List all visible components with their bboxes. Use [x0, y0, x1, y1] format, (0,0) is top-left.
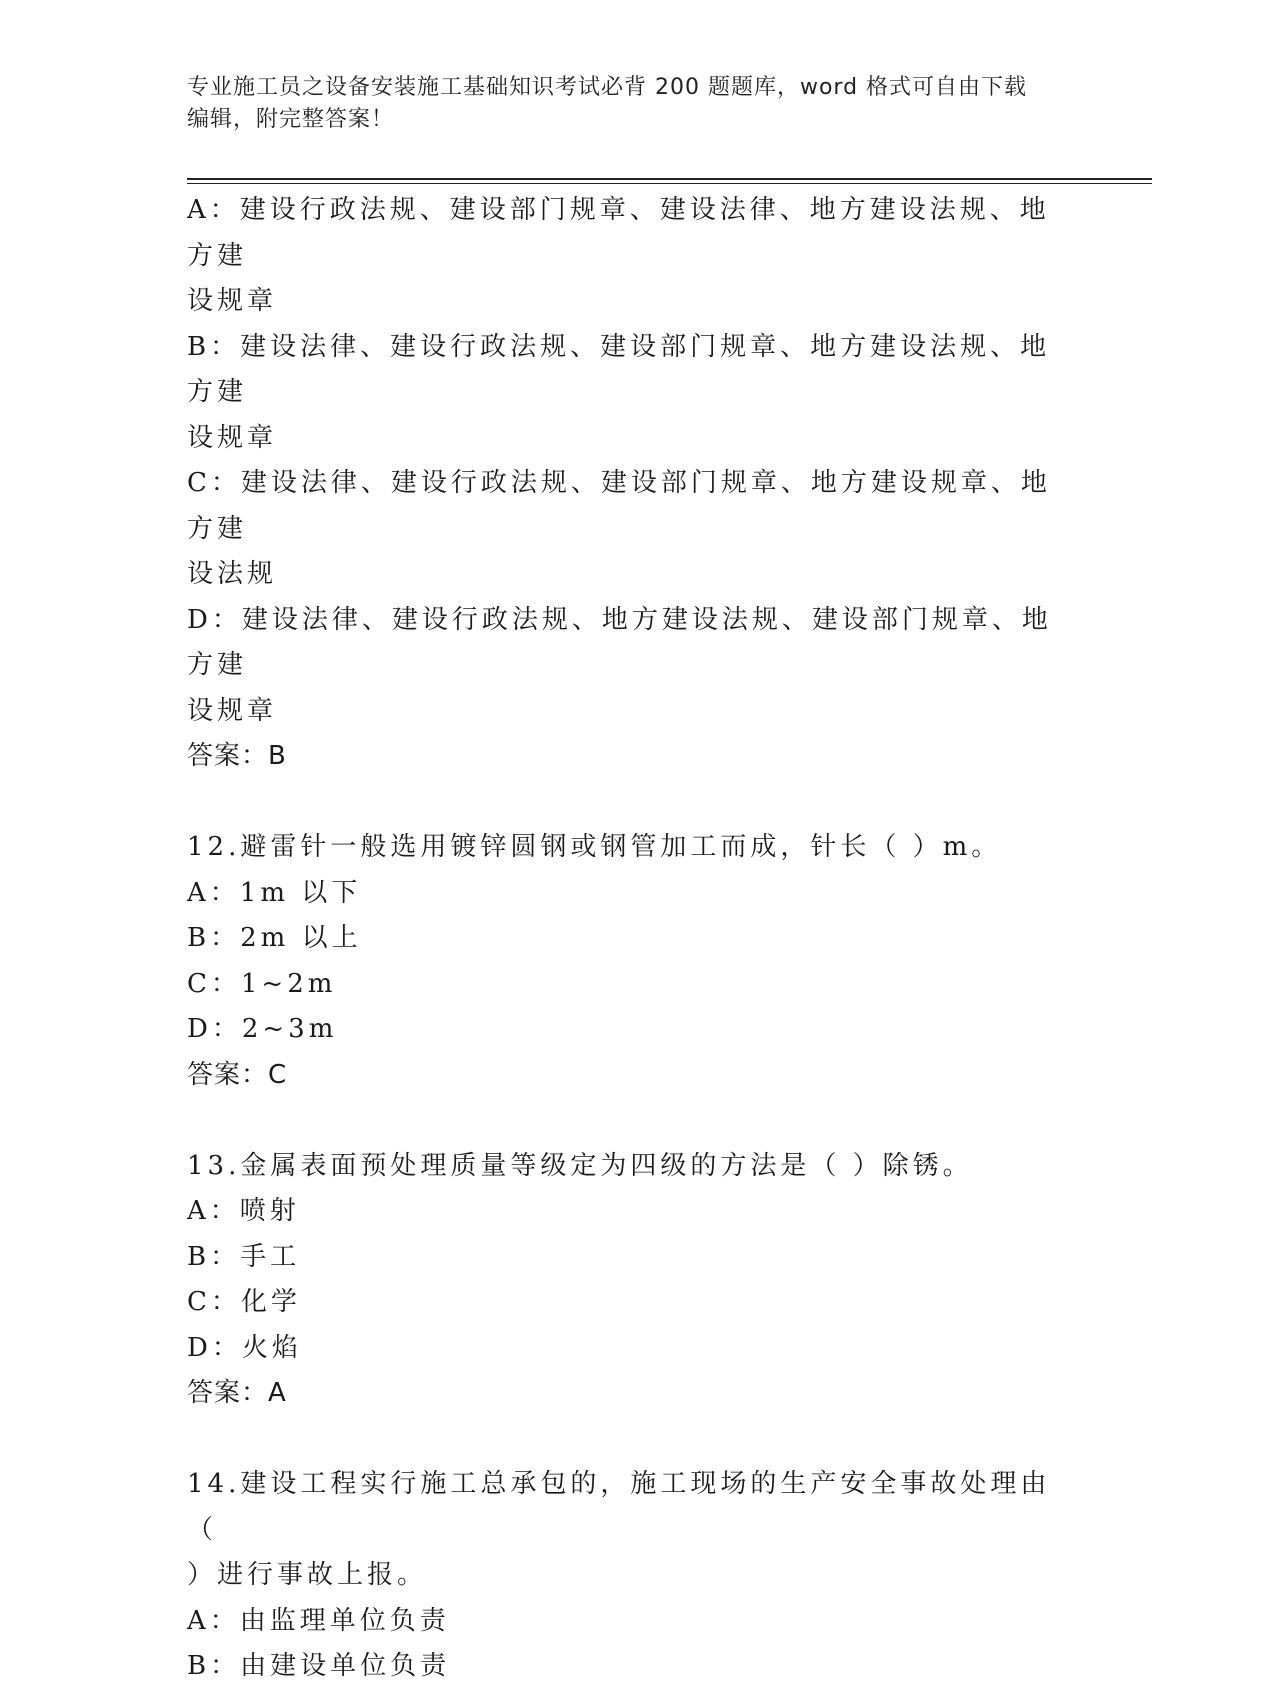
- question-11-option-c-line-1: C：建设法律、建设行政法规、建设部门规章、地方建设规章、地方建: [187, 468, 1051, 544]
- header-divider-thick: [187, 178, 1152, 180]
- question-13-option-d: D：火焰: [187, 1332, 302, 1363]
- question-12-option-c: C：1~2m: [187, 968, 337, 999]
- question-13-text: 13.金属表面预处理质量等级定为四级的方法是（ ）除锈。: [187, 1150, 973, 1181]
- header-line-1: 专业施工员之设备安装施工基础知识考试必背 200 题题库，word 格式可自由下载: [187, 75, 1028, 100]
- spacer: [187, 1417, 1067, 1463]
- header-divider-thin: [187, 183, 1152, 184]
- question-11-block: [187, 188, 1067, 780]
- header-line-2: 编辑，附完整答案！: [187, 107, 395, 132]
- question-13-block: [187, 1144, 1067, 1417]
- question-11-option-b-line-2: 设规章: [187, 422, 278, 453]
- question-12-answer: 答案：C: [187, 1059, 288, 1090]
- question-14-text-line-1: 14.建设工程实行施工总承包的，施工现场的生产安全事故处理由（: [187, 1469, 1051, 1545]
- question-11-option-a-line-2: 设规章: [187, 286, 278, 316]
- question-12-block: [187, 825, 1067, 1098]
- question-14-option-b: B：由建设单位负责: [187, 1651, 451, 1681]
- question-14-block: [187, 1462, 1067, 1690]
- question-13-answer: 答案：A: [187, 1378, 287, 1408]
- spacer: [187, 1098, 1067, 1144]
- question-14-text-line-2: ）进行事故上报。: [187, 1560, 428, 1590]
- question-11-option-c-line-2: 设法规: [187, 559, 278, 589]
- question-12-option-a: A：1m 以下: [187, 877, 362, 908]
- question-content: [187, 188, 1067, 1690]
- spacer: [187, 780, 1067, 826]
- question-11-option-a-line-1: A：建设行政法规、建设部门规章、建设法律、地方建设法规、地方建: [187, 195, 1050, 271]
- question-12-text: 12.避雷针一般选用镀锌圆钢或钢管加工而成，针长（ ）m。: [187, 832, 1002, 862]
- question-11-option-d-line-1: D：建设法律、建设行政法规、地方建设法规、建设部门规章、地方建: [187, 604, 1052, 680]
- question-11-option-b-line-1: B：建设法律、建设行政法规、建设部门规章、地方建设法规、地方建: [187, 331, 1051, 407]
- question-13-option-b: B：手工: [187, 1241, 301, 1272]
- question-12-option-d: D：2~3m: [187, 1014, 338, 1044]
- question-14-option-a: A：由监理单位负责: [187, 1605, 450, 1636]
- document-header: [187, 72, 1067, 136]
- question-12-option-b: B：2m 以上: [187, 923, 362, 953]
- question-13-option-c: C：化学: [187, 1287, 301, 1317]
- question-13-option-a: A：喷射: [187, 1196, 300, 1226]
- question-11-answer: 答案：B: [187, 741, 287, 771]
- question-11-option-d-line-2: 设规章: [187, 695, 278, 726]
